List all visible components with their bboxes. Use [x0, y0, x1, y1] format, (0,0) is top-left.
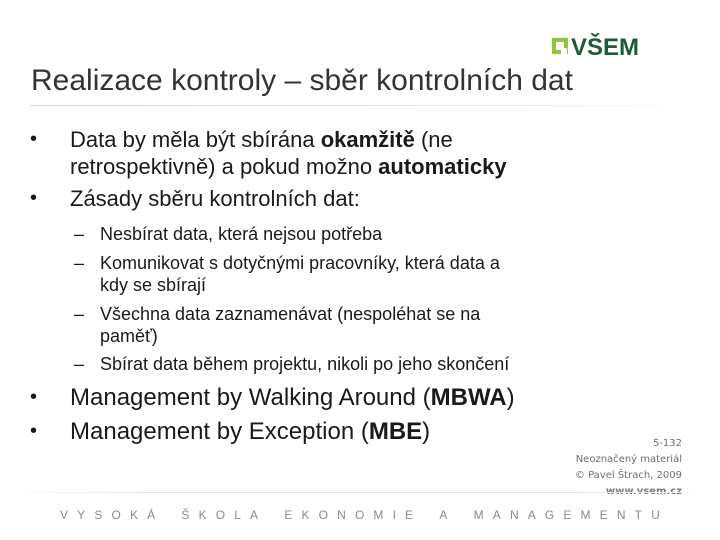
bullet-marker: • [30, 187, 38, 209]
footer-letter: E [599, 508, 608, 522]
footer-letter: A [527, 508, 536, 522]
logo-text: VŠEM [571, 34, 640, 61]
footer-letter: Š [181, 508, 190, 522]
subbullet-item: – Všechna data zaznamenávat (nespoléhat se na paměť) [74, 304, 481, 346]
subbullet-item: – Komunikovat s dotyčnými pracovníky, která data a kdy se sbírají [74, 253, 500, 295]
footer-letter: Á [147, 508, 156, 522]
subbullet-item: – Sbírat data během projektu, nikoli po jeho skončení [74, 354, 510, 374]
bullet-data-collection: • Data by měla být sbírána okamžitě (ne retrospektivně) a pokud možno automaticky [30, 127, 507, 179]
vsem-logo [552, 30, 676, 62]
footer-letter: I [392, 508, 396, 522]
bullet-marker: • [30, 128, 38, 150]
footer-letter: E [563, 508, 572, 522]
footer-letter: N [509, 508, 519, 522]
footer-letter: N [337, 508, 346, 522]
title-divider [30, 105, 694, 106]
footer-letter: O [111, 508, 121, 522]
footer-letter: S [94, 508, 103, 522]
footer-word-gap [422, 508, 430, 522]
footer-letter: K [301, 508, 310, 522]
footer-letter: N [616, 508, 626, 522]
footer-letter: A [492, 508, 501, 522]
footer-divider [0, 492, 720, 493]
footer-word-gap [457, 508, 465, 522]
material-label: Neoznačený materiál [575, 454, 682, 465]
footer-word-gap [267, 508, 275, 522]
subbullet-item: – Nesbírat data, která nejsou potřeba [74, 224, 383, 244]
footer-letter: T [634, 508, 642, 522]
footer-letter: G [544, 508, 555, 522]
footer-letter: Y [77, 508, 86, 522]
footer-letter: O [354, 508, 365, 522]
slide-number: 5-132 [652, 438, 682, 449]
bullet-marker: • [30, 420, 38, 442]
footer-letter: L [234, 508, 241, 522]
footer-word-gap [164, 508, 172, 522]
footer-letter: K [198, 508, 207, 522]
slide-title: Realizace kontroly – sběr kontrolních dat [31, 64, 573, 97]
footer-letter: V [60, 508, 69, 522]
footer-letter: U [651, 508, 660, 522]
footer-letter: M [473, 508, 484, 522]
footer-letter: O [215, 508, 226, 522]
bullet-principles: • Zásady sběru kontrolních dat: [30, 186, 360, 211]
footer-school-name [60, 508, 660, 522]
footer-letter: A [250, 508, 259, 522]
bullet-marker: • [30, 386, 38, 408]
bullet-mbe: • Management by Exception (MBE) [30, 418, 431, 445]
bullet-mbwa: • Management by Walking Around (MBWA) [30, 384, 515, 411]
footer-letter: E [284, 508, 293, 522]
footer-letter: A [439, 508, 448, 522]
slide-info [575, 436, 682, 500]
footer-letter: E [405, 508, 414, 522]
copyright: © Pavel Štrach, 2009 [574, 470, 682, 481]
footer-letter: O [318, 508, 328, 522]
footer-letter: M [373, 508, 384, 522]
footer-letter: K [129, 508, 138, 522]
footer-letter: M [580, 508, 591, 522]
